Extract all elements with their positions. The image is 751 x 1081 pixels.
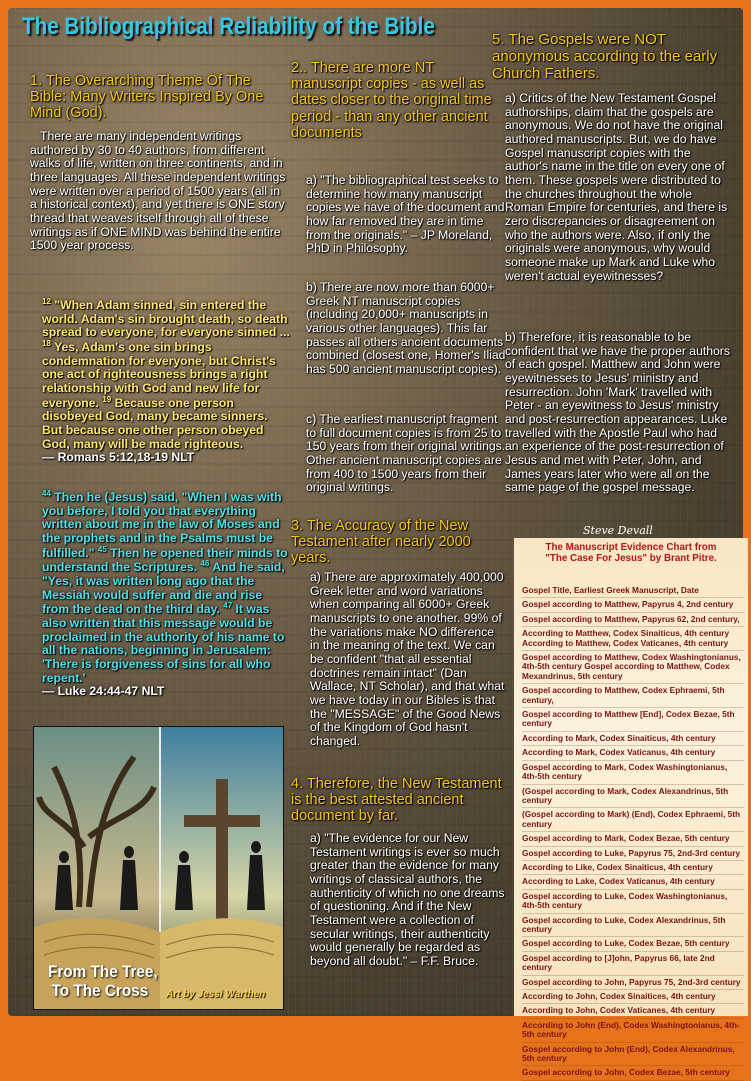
chart-row: According to John, Codex Vaticanes, 4th century [522, 1004, 744, 1018]
verse-number: 45 [97, 544, 107, 554]
chart-row: Gospel according to John (End), Codex Alexandrinus, 5th century [522, 1043, 744, 1067]
section1-body: There are many independent writings authored by 30 to 40 authors, from different walks of life, written on three continents, and in three languages. All these independent writings were written over a period of 1500 years (all in a historical context), and yet there is ONE story thread that weaves itself through all of these writings as if ONE MIND was behind the entire 1500 year process. [30, 129, 286, 253]
verse-number: 46 [200, 559, 210, 569]
tree-to-cross-artwork [33, 726, 284, 1010]
artwork-title-line: To The Cross [51, 981, 149, 1000]
section3-a: a) There are approximately 400,000 Greek letter and word variations when comparing all 6000+ Greek manuscripts to one another. 99% of the variations make NO difference in the meaning of the text. We can be confident "that all essential doctrines remain intact" (Dan Wallace, NT Scholar), and that what we have today in our Bibles is that the "MESSAGE" of the Good News of the Kingdom of God hasn't changed. [310, 570, 505, 748]
chart-title-line: "The Case For Jesus" by Brant Pitre. [545, 552, 717, 564]
chart-row: According to John, Codex Sinaitices, 4th century [522, 990, 744, 1004]
section5-b: b) Therefore, it is reasonable to be confident that we have the proper authors of each gospel. Matthew and John were eyewitnesses to Jesus' ministry and resurrection. John 'Mark' travelled with Peter - an eyewitness to Jesus' ministry and post-resurrection appearances. Luke travelled with the Apostle Paul who had an experience of the post-resurrection of Jesus and met with Peter, John, and James years later who were all on the same page of the gospel message. [505, 330, 730, 495]
section4-a: a) "The evidence for our New Testament writings is ever so much greater than the evidence for many writings of classical authors, the authenticity of which no one dreams of questioning. And if the New Testament were a collection of secular writings, their authenticity would generally be regarded as beyond all doubt." – F.F. Bruce. [310, 831, 505, 968]
artwork-title-line: From The Tree, [48, 962, 158, 981]
romans-verse [42, 298, 290, 465]
verse-text: Because one person disobeyed God, many became sinners. But because one other person obeyed God, many will be made righteous. [42, 395, 268, 451]
chart-row: Gospel according to Matthew, Papyrus 62, 2nd century, [522, 613, 744, 627]
romans-citation: — Romans 5:12,18-19 NLT [42, 450, 195, 465]
chart-row: According to Matthew, Codex Sinaiticus, 4th century According to Matthew, Codex Vaticanes, 4th century [522, 627, 744, 651]
chart-row: Gospel according to Matthew [End], Codex Bezae, 5th century [522, 708, 744, 732]
chart-row: According to John (End), Codex Washingtonianus, 4th-5th century [522, 1019, 744, 1043]
chart-row: Gospel according to [J]ohn, Papyrus 66, late 2nd century [522, 952, 744, 976]
verse-text: It was also written that this message would be proclaimed in the authority of his name to all the nations, beginning in Jerusalem: 'There is forgiveness of sins for all who repent.' [42, 602, 285, 685]
section2-a: a) "The bibliographical test seeks to determine how many manuscript copies we have of the document and how far removed they are in time from the originals." – JP Moreland, PhD in Philosophy. [306, 173, 505, 256]
author-signature: Steve Devall [583, 524, 653, 537]
cross-icon [216, 779, 228, 929]
chart-row: Gospel according to Mark, Codex Washingtonianus, 4th-5th century [522, 761, 744, 785]
chart-row: According to Like, Codex Sinaiticus, 4th century [522, 861, 744, 875]
section5-a: a) Critics of the New Testament Gospel authorships, claim that the gospels are anonymous. We do not have the original authored manuscripts. But, we do have Gospel manuscript copies with the author's name in the title on every one of them. These gospels were distributed to the churches throughout the whole Roman Empire for centuries, and there is zero discrepancies or disagreement on who the authors were. Also, if only the originals were anonymous, why would someone make up Mark and Luke who weren't actual eyewitnesses? [505, 91, 728, 283]
chart-row: Gospel according to Luke, Codex Washingtonianus, 4th-5th century [522, 890, 744, 914]
artwork-title [48, 962, 158, 1000]
page-title: The Bibliographical Reliability of the Bible [22, 13, 435, 40]
verse-number: 19 [102, 394, 112, 404]
chart-row: Gospel according to Luke, Codex Alexandrinus, 5th century [522, 914, 744, 938]
chart-row: Gospel according to Luke, Codex Bezae, 5th century [522, 937, 744, 951]
verse-number: 18 [42, 339, 51, 349]
section2-heading: 2.. There are more NT manuscript copies - as well as dates closer to the original time period - than any other ancient documents [291, 60, 492, 141]
verse-text: Then he opened their minds to understand the Scriptures. [42, 545, 288, 575]
poster [8, 8, 743, 1078]
chart-rows [522, 584, 744, 1081]
chart-row: Gospel according to Matthew, Codex Ephraemi, 5th century, [522, 684, 744, 708]
manuscript-evidence-chart [514, 538, 748, 1078]
verse-number: 12 [42, 297, 51, 306]
luke-citation: — Luke 24:44-47 NLT [42, 684, 165, 699]
chart-row: According to Mark, Codex Sinaiticus, 4th century [522, 732, 744, 746]
chart-row: (Gospel according to Mark, Codex Alexandrinus, 5th century [522, 785, 744, 809]
section2-c: c) The earliest manuscript fragment to full document copies is from 25 to 150 years from their original writings. Other ancient manuscript copies are from 400 to 1500 years from their original writings. [306, 412, 506, 495]
section2-b: b) There are now more than 6000+ Greek NT manuscript copies (including 20,000+ manuscripts in various other languages). This far passes all others ancient documents combined (closest one, Homer's Iliad has 500 ancient manuscript copies). [306, 280, 506, 376]
artwork-credit: Art by Jessi Warthen [166, 989, 266, 1000]
chart-title [514, 543, 748, 564]
section3-heading: 3. The Accuracy of the New Testament after nearly 2000 years. [291, 518, 471, 567]
luke-verse [42, 490, 290, 699]
verse-text: And he said, "Yes, it was written long ago that the Messiah would suffer and die and rise from the dead on the third day. [42, 560, 285, 617]
chart-row: Gospel according to Luke, Papyrus 75, 2nd-3rd century [522, 847, 744, 861]
chart-row: Gospel according to Mark, Codex Bezae, 5th century [522, 832, 744, 846]
section1-heading: 1. The Overarching Theme Of The Bible: Many Writers Inspired By One Mind (God). [30, 73, 264, 122]
chart-row: Gospel according to John, Codex Bezae, 5th century [522, 1066, 744, 1080]
verse-number: 47 [223, 601, 233, 611]
chart-row: According to Lake, Codex Vaticanus, 4th century [522, 875, 744, 889]
verse-text: Yes, Adam's one sin brings condemnation for everyone, but Christ's one act of righteousness brings a right relationship with God and new life for everyone. [42, 340, 276, 410]
chart-row: (Gospel according to Mark) (End), Codex Ephraemi, 5th century [522, 808, 744, 832]
verse-text: Then he (Jesus) said, "When I was with you before, I told you that everything written about me in the law of Moses and the prophets and in the Psalms must be fulfilled." [42, 490, 282, 560]
verse-number: 44 [42, 489, 51, 498]
chart-title-line: The Manuscript Evidence Chart from [545, 542, 717, 553]
section5-heading: 5. The Gospels were NOT anonymous according to the early Church Fathers. [492, 31, 718, 82]
chart-row: Gospel according to John, Papyrus 75, 2nd-3rd century [522, 976, 744, 990]
chart-row: Gospel according to Matthew, Codex Washingtonianus, 4th-5th century Gospel according to Matthew, Codex Mexandrinus, 5th century [522, 651, 744, 684]
chart-row: Gospel Title, Earliest Greek Manuscript, Date [522, 584, 744, 598]
chart-row: According to Mark, Codex Vaticanus, 4th century [522, 746, 744, 760]
chart-row: Gospel according to Matthew, Papyrus 4, 2nd century [522, 598, 744, 612]
section4-heading: 4. Therefore, the New Testament is the best attested ancient document by far. [291, 776, 502, 825]
verse-text: "When Adam sinned, sin entered the world. Adam's sin brought death, so death spread to everyone, for everyone sinned ... [42, 298, 290, 340]
